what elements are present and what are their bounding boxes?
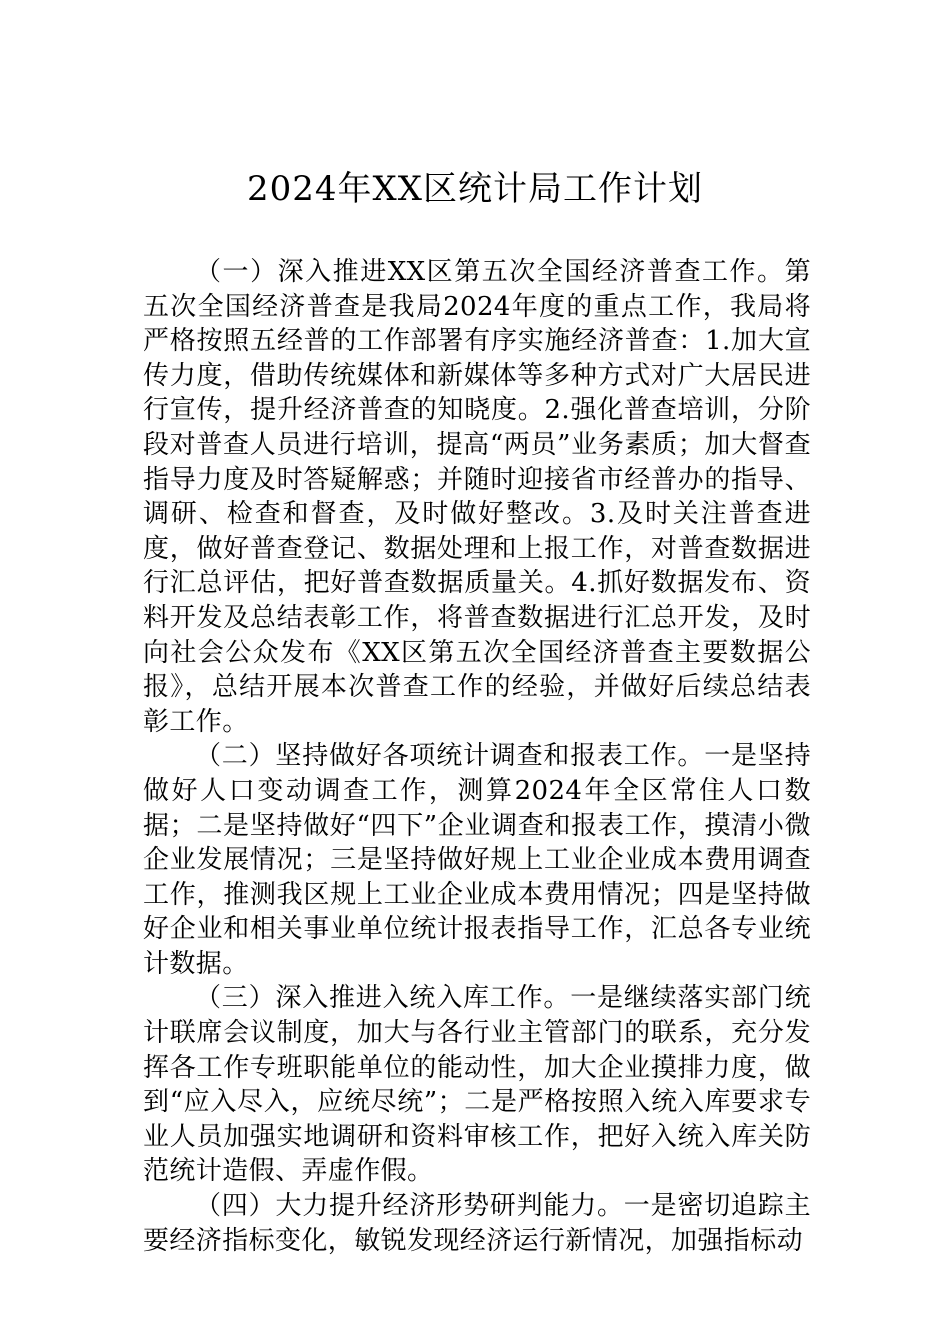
document-body bbox=[143, 255, 811, 1258]
paragraph-4: （四）大力提升经济形势研判能力。一是密切追踪主要经济指标变化，敏锐发现经济运行新情况，加强指标动 bbox=[143, 1191, 811, 1256]
document-title: 2024年XX区统计局工作计划 bbox=[247, 169, 703, 209]
paragraph-2: （二）坚持做好各项统计调查和报表工作。一是坚持做好人口变动调查工作，测算2024年全区常住人口数据；二是坚持做好“四下”企业调查和报表工作，摸清小微企业发展情况；三是坚持做好规上工业企业成本费用调查工作，推测我区规上工业企业成本费用情况；四是坚持做好企业和相关事业单位统计报表指导工作，汇总各专业统计数据。 bbox=[143, 741, 811, 979]
paragraph-1: （一）深入推进XX区第五次全国经济普查工作。第五次全国经济普查是我局2024年度的重点工作，我局将严格按照五经普的工作部署有序实施经济普查：1.加大宣传力度，借助传统媒体和新媒体等多种方式对广大居民进行宣传，提升经济普查的知晓度。2.强化普查培训，分阶段对普查人员进行培训，提高“两员”业务素质；加大督查指导力度及时答疑解惑；并随时迎接省市经普办的指导、调研、检查和督查，及时做好整改。3.及时关注普查进度，做好普查登记、数据处理和上报工作，对普查数据进行汇总评估，把好普查数据质量关。4.抓好数据发布、资料开发及总结表彰工作，将普查数据进行汇总开发，及时向社会公众发布《XX区第五次全国经济普查主要数据公报》，总结开展本次普查工作的经验，并做好后续总结表彰工作。 bbox=[143, 257, 811, 737]
paragraph-3: （三）深入推进入统入库工作。一是继续落实部门统计联席会议制度，加大与各行业主管部门的联系，充分发挥各工作专班职能单位的能动性，加大企业摸排力度，做到“应入尽入，应统尽统”；二是严格按照入统入库要求专业人员加强实地调研和资料审核工作，把好入统入库关防范统计造假、弄虚作假。 bbox=[143, 983, 811, 1187]
